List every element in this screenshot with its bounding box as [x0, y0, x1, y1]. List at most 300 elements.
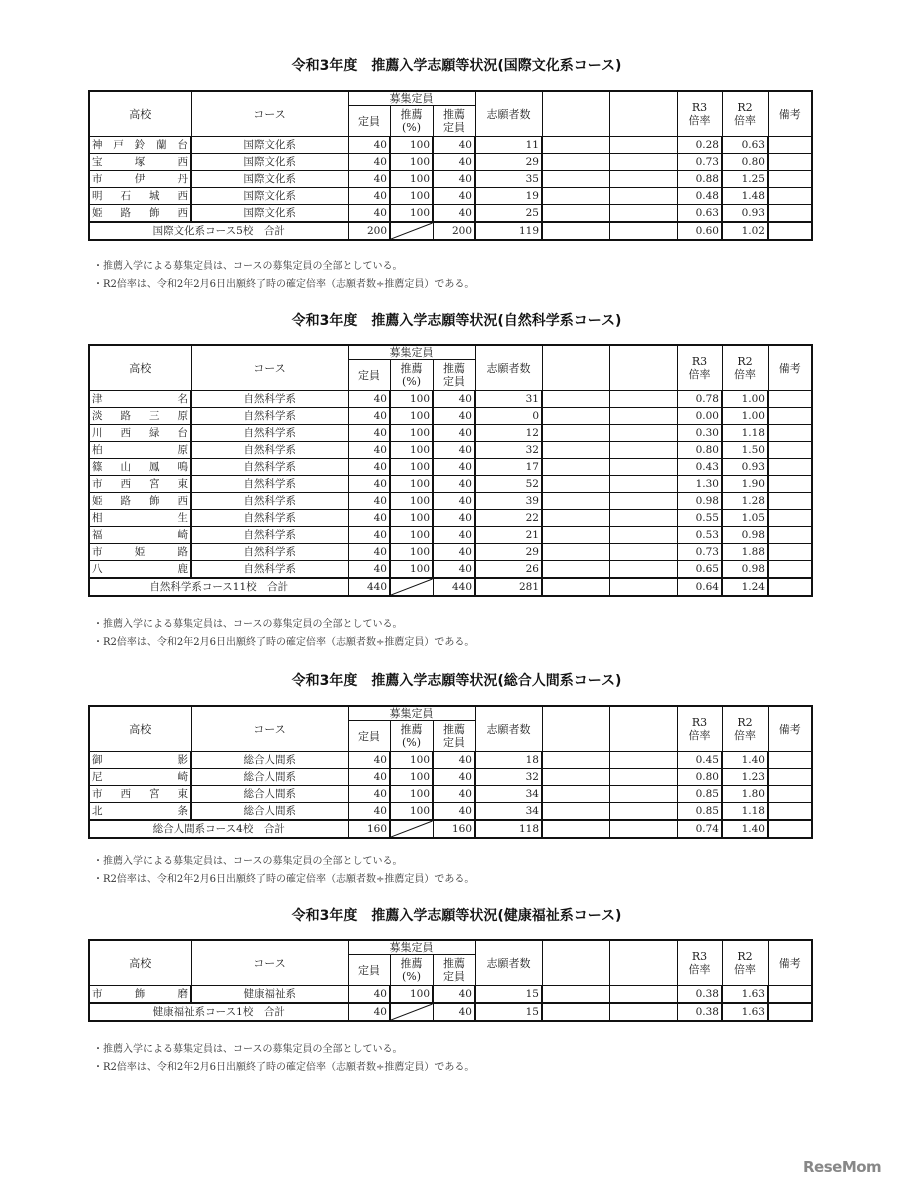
note-line: ・推薦入学による募集定員は、コースの募集定員の全部としている。 — [93, 261, 403, 272]
blank-cell — [609, 391, 677, 408]
note-line: ・R2倍率は、令和2年2月6日出願終了時の確定倍率（志願者数÷推薦定員）である。 — [93, 637, 475, 648]
school-name: 市伊丹 — [89, 171, 191, 188]
remarks-cell — [768, 561, 812, 579]
blank-column — [542, 345, 609, 391]
rec-pct: 100 — [390, 752, 433, 769]
r3-ratio: 0.53 — [677, 527, 722, 544]
header-rec-capacity: 推薦 定員 — [433, 721, 475, 752]
course-name: 国際文化系 — [191, 137, 348, 154]
blank-cell — [609, 578, 677, 596]
blank-cell — [609, 476, 677, 493]
r2-ratio: 1.05 — [722, 510, 768, 527]
r2-ratio: 0.98 — [722, 527, 768, 544]
blank-column — [542, 91, 609, 137]
table-row — [89, 986, 812, 1004]
remarks-cell — [768, 786, 812, 803]
header-rec-capacity: 推薦 定員 — [433, 360, 475, 391]
blank-cell — [542, 527, 609, 544]
r3-ratio: 0.28 — [677, 137, 722, 154]
total-capacity: 40 — [348, 1003, 390, 1021]
header-course: コース — [191, 91, 348, 137]
blank-cell — [609, 769, 677, 786]
blank-cell — [609, 786, 677, 803]
capacity: 40 — [348, 986, 390, 1004]
rec-pct: 100 — [390, 154, 433, 171]
r3-ratio: 0.55 — [677, 510, 722, 527]
rec-capacity: 40 — [433, 425, 475, 442]
applicants: 11 — [475, 137, 542, 154]
blank-cell — [542, 1003, 609, 1021]
header-rec-capacity: 推薦 定員 — [433, 955, 475, 986]
rec-capacity: 40 — [433, 986, 475, 1004]
rec-capacity: 40 — [433, 408, 475, 425]
remarks-cell — [768, 510, 812, 527]
blank-cell — [542, 222, 609, 240]
blank-cell — [609, 1003, 677, 1021]
rec-pct: 100 — [390, 769, 433, 786]
r2-ratio: 1.18 — [722, 803, 768, 821]
blank-cell — [609, 222, 677, 240]
capacity: 40 — [348, 154, 390, 171]
remarks-cell — [768, 137, 812, 154]
rec-pct: 100 — [390, 408, 433, 425]
blank-cell — [542, 171, 609, 188]
total-r3-ratio: 0.60 — [677, 222, 722, 240]
header-r2-ratio: R2 倍率 — [722, 706, 768, 752]
school-name: 市飾磨 — [89, 986, 191, 1004]
r3-ratio: 0.30 — [677, 425, 722, 442]
total-capacity: 440 — [348, 578, 390, 596]
r2-ratio: 1.28 — [722, 493, 768, 510]
capacity: 40 — [348, 786, 390, 803]
remarks-cell — [768, 222, 812, 240]
rec-capacity: 40 — [433, 752, 475, 769]
rec-pct: 100 — [390, 188, 433, 205]
rec-pct: 100 — [390, 493, 433, 510]
note-line: ・推薦入学による募集定員は、コースの募集定員の全部としている。 — [93, 619, 403, 630]
notes — [93, 258, 474, 294]
blank-cell — [542, 476, 609, 493]
total-label: 総合人間系コース4校 合計 — [89, 820, 348, 838]
course-name: 自然科学系 — [191, 408, 348, 425]
r3-ratio: 0.48 — [677, 188, 722, 205]
blank-cell — [542, 544, 609, 561]
applicants: 34 — [475, 803, 542, 821]
header-course: コース — [191, 940, 348, 986]
course-name: 自然科学系 — [191, 510, 348, 527]
table-row — [89, 154, 812, 171]
rec-pct: 100 — [390, 986, 433, 1004]
blank-column — [609, 940, 677, 986]
capacity: 40 — [348, 476, 390, 493]
header-applicants: 志願者数 — [475, 91, 542, 137]
header-capacity: 定員 — [348, 360, 390, 391]
course-name: 国際文化系 — [191, 171, 348, 188]
course-name: 国際文化系 — [191, 205, 348, 223]
r3-ratio: 1.30 — [677, 476, 722, 493]
diagonal-slash — [390, 1003, 433, 1021]
r2-ratio: 0.93 — [722, 459, 768, 476]
applicants: 19 — [475, 188, 542, 205]
remarks-cell — [768, 408, 812, 425]
total-applicants: 118 — [475, 820, 542, 838]
blank-cell — [542, 493, 609, 510]
capacity: 40 — [348, 408, 390, 425]
blank-cell — [609, 459, 677, 476]
header-rec-pct: 推薦 (%) — [390, 721, 433, 752]
remarks-cell — [768, 1003, 812, 1021]
course-name: 健康福祉系 — [191, 986, 348, 1004]
header-r3-ratio: R3 倍率 — [677, 345, 722, 391]
school-name: 川西緑台 — [89, 425, 191, 442]
diagonal-slash — [390, 222, 433, 240]
remarks-cell — [768, 205, 812, 223]
school-name: 明石城西 — [89, 188, 191, 205]
applicants: 0 — [475, 408, 542, 425]
resemom-logo: ReseMom — [803, 1158, 882, 1176]
table-row — [89, 752, 812, 769]
application-status-table — [88, 344, 813, 597]
remarks-cell — [768, 188, 812, 205]
header-remarks: 備考 — [768, 940, 812, 986]
total-row — [89, 578, 812, 596]
applicants: 32 — [475, 442, 542, 459]
table-row — [89, 476, 812, 493]
rec-pct: 100 — [390, 425, 433, 442]
course-name: 国際文化系 — [191, 188, 348, 205]
header-course: コース — [191, 706, 348, 752]
blank-cell — [609, 561, 677, 579]
rec-pct: 100 — [390, 391, 433, 408]
total-row — [89, 1003, 812, 1021]
blank-cell — [609, 544, 677, 561]
blank-column — [609, 91, 677, 137]
remarks-cell — [768, 459, 812, 476]
r3-ratio: 0.98 — [677, 493, 722, 510]
blank-cell — [542, 803, 609, 821]
rec-capacity: 40 — [433, 527, 475, 544]
application-status-table — [88, 705, 813, 839]
capacity: 40 — [348, 137, 390, 154]
total-applicants: 15 — [475, 1003, 542, 1021]
header-school: 高校 — [89, 706, 191, 752]
blank-cell — [609, 527, 677, 544]
capacity: 40 — [348, 171, 390, 188]
header-r3-ratio: R3 倍率 — [677, 706, 722, 752]
r3-ratio: 0.73 — [677, 154, 722, 171]
school-name: 淡路三原 — [89, 408, 191, 425]
course-name: 自然科学系 — [191, 527, 348, 544]
r2-ratio: 0.98 — [722, 561, 768, 579]
header-r2-ratio: R2 倍率 — [722, 345, 768, 391]
r2-ratio: 1.88 — [722, 544, 768, 561]
total-capacity: 200 — [348, 222, 390, 240]
r3-ratio: 0.73 — [677, 544, 722, 561]
blank-cell — [609, 171, 677, 188]
header-applicants: 志願者数 — [475, 940, 542, 986]
note-line: ・R2倍率は、令和2年2月6日出願終了時の確定倍率（志願者数÷推薦定員）である。 — [93, 1062, 475, 1073]
applicants: 18 — [475, 752, 542, 769]
r3-ratio: 0.80 — [677, 442, 722, 459]
table-row — [89, 205, 812, 223]
rec-capacity: 40 — [433, 561, 475, 579]
blank-cell — [542, 137, 609, 154]
total-r2-ratio: 1.63 — [722, 1003, 768, 1021]
note-line: ・R2倍率は、令和2年2月6日出願終了時の確定倍率（志願者数÷推薦定員）である。 — [93, 279, 475, 290]
blank-cell — [542, 459, 609, 476]
r3-ratio: 0.80 — [677, 769, 722, 786]
note-line: ・R2倍率は、令和2年2月6日出願終了時の確定倍率（志願者数÷推薦定員）である。 — [93, 874, 475, 885]
school-name: 市西宮東 — [89, 476, 191, 493]
header-school: 高校 — [89, 940, 191, 986]
rec-pct: 100 — [390, 459, 433, 476]
total-rec-capacity: 40 — [433, 1003, 475, 1021]
course-name: 自然科学系 — [191, 442, 348, 459]
capacity: 40 — [348, 425, 390, 442]
notes — [93, 616, 474, 652]
blank-cell — [542, 752, 609, 769]
r2-ratio: 1.23 — [722, 769, 768, 786]
course-name: 自然科学系 — [191, 476, 348, 493]
course-name: 総合人間系 — [191, 803, 348, 821]
notes — [93, 1041, 474, 1077]
course-name: 国際文化系 — [191, 154, 348, 171]
total-rec-capacity: 200 — [433, 222, 475, 240]
total-label: 国際文化系コース5校 合計 — [89, 222, 348, 240]
total-rec-capacity: 160 — [433, 820, 475, 838]
header-applicants: 志願者数 — [475, 345, 542, 391]
diagonal-slash — [390, 820, 433, 838]
school-name: 姫路飾西 — [89, 493, 191, 510]
blank-cell — [542, 578, 609, 596]
total-row — [89, 222, 812, 240]
r2-ratio: 1.40 — [722, 752, 768, 769]
table-row — [89, 171, 812, 188]
blank-cell — [542, 786, 609, 803]
r2-ratio: 0.63 — [722, 137, 768, 154]
blank-cell — [542, 205, 609, 223]
applicants: 15 — [475, 986, 542, 1004]
header-rec-pct: 推薦 (%) — [390, 360, 433, 391]
capacity: 40 — [348, 493, 390, 510]
capacity: 40 — [348, 527, 390, 544]
remarks-cell — [768, 527, 812, 544]
table-row — [89, 769, 812, 786]
rec-pct: 100 — [390, 561, 433, 579]
applicants: 32 — [475, 769, 542, 786]
blank-cell — [609, 154, 677, 171]
table-row — [89, 561, 812, 579]
applicants: 12 — [475, 425, 542, 442]
rec-pct: 100 — [390, 803, 433, 821]
header-r2-ratio: R2 倍率 — [722, 91, 768, 137]
course-name: 自然科学系 — [191, 561, 348, 579]
remarks-cell — [768, 154, 812, 171]
rec-capacity: 40 — [433, 459, 475, 476]
header-rec-capacity: 推薦 定員 — [433, 106, 475, 137]
r3-ratio: 0.78 — [677, 391, 722, 408]
school-name: 市姫路 — [89, 544, 191, 561]
header-school: 高校 — [89, 91, 191, 137]
r2-ratio: 1.50 — [722, 442, 768, 459]
remarks-cell — [768, 442, 812, 459]
total-capacity: 160 — [348, 820, 390, 838]
capacity: 40 — [348, 442, 390, 459]
table-row — [89, 442, 812, 459]
header-capacity: 定員 — [348, 106, 390, 137]
blank-cell — [609, 986, 677, 1004]
school-name: 津名 — [89, 391, 191, 408]
header-capacity: 定員 — [348, 721, 390, 752]
notes — [93, 853, 474, 889]
remarks-cell — [768, 425, 812, 442]
header-r3-ratio: R3 倍率 — [677, 91, 722, 137]
blank-cell — [542, 820, 609, 838]
rec-pct: 100 — [390, 205, 433, 223]
applicants: 17 — [475, 459, 542, 476]
applicants: 29 — [475, 154, 542, 171]
blank-column — [542, 940, 609, 986]
capacity: 40 — [348, 459, 390, 476]
r2-ratio: 1.00 — [722, 391, 768, 408]
remarks-cell — [768, 986, 812, 1004]
application-status-table — [88, 90, 813, 241]
header-capacity-group: 募集定員 — [348, 940, 475, 955]
applicants: 39 — [475, 493, 542, 510]
header-r3-ratio: R3 倍率 — [677, 940, 722, 986]
remarks-cell — [768, 476, 812, 493]
table-row — [89, 786, 812, 803]
rec-capacity: 40 — [433, 493, 475, 510]
blank-cell — [542, 510, 609, 527]
header-remarks: 備考 — [768, 345, 812, 391]
application-status-table — [88, 939, 813, 1022]
capacity: 40 — [348, 544, 390, 561]
course-name: 自然科学系 — [191, 544, 348, 561]
applicants: 22 — [475, 510, 542, 527]
rec-capacity: 40 — [433, 391, 475, 408]
capacity: 40 — [348, 188, 390, 205]
blank-cell — [542, 561, 609, 579]
school-name: 八鹿 — [89, 561, 191, 579]
blank-column — [609, 706, 677, 752]
capacity: 40 — [348, 205, 390, 223]
r3-ratio: 0.85 — [677, 786, 722, 803]
r3-ratio: 0.43 — [677, 459, 722, 476]
total-label: 自然科学系コース11校 合計 — [89, 578, 348, 596]
r3-ratio: 0.63 — [677, 205, 722, 223]
rec-capacity: 40 — [433, 510, 475, 527]
header-remarks: 備考 — [768, 91, 812, 137]
blank-cell — [609, 510, 677, 527]
blank-cell — [542, 986, 609, 1004]
header-remarks: 備考 — [768, 706, 812, 752]
table-row — [89, 188, 812, 205]
total-r2-ratio: 1.40 — [722, 820, 768, 838]
remarks-cell — [768, 493, 812, 510]
rec-capacity: 40 — [433, 786, 475, 803]
section-title: 令和3年度 推薦入学志願等状況(自然科学系コース) — [291, 313, 622, 329]
rec-pct: 100 — [390, 544, 433, 561]
school-name: 柏原 — [89, 442, 191, 459]
r2-ratio: 0.93 — [722, 205, 768, 223]
remarks-cell — [768, 820, 812, 838]
blank-cell — [542, 154, 609, 171]
total-r2-ratio: 1.02 — [722, 222, 768, 240]
applicants: 29 — [475, 544, 542, 561]
applicants: 21 — [475, 527, 542, 544]
rec-capacity: 40 — [433, 476, 475, 493]
header-capacity-group: 募集定員 — [348, 345, 475, 360]
header-school: 高校 — [89, 345, 191, 391]
course-name: 自然科学系 — [191, 459, 348, 476]
blank-cell — [609, 752, 677, 769]
diagonal-slash — [390, 578, 433, 596]
rec-capacity: 40 — [433, 171, 475, 188]
header-capacity-group: 募集定員 — [348, 91, 475, 106]
capacity: 40 — [348, 769, 390, 786]
r2-ratio: 1.18 — [722, 425, 768, 442]
applicants: 25 — [475, 205, 542, 223]
blank-cell — [542, 188, 609, 205]
section-title: 令和3年度 推薦入学志願等状況(国際文化系コース) — [291, 58, 622, 74]
table-row — [89, 544, 812, 561]
table-row — [89, 459, 812, 476]
applicants: 52 — [475, 476, 542, 493]
rec-capacity: 40 — [433, 188, 475, 205]
table-row — [89, 425, 812, 442]
header-rec-pct: 推薦 (%) — [390, 106, 433, 137]
total-row — [89, 820, 812, 838]
rec-pct: 100 — [390, 786, 433, 803]
school-name: 姫路飾西 — [89, 205, 191, 223]
blank-cell — [542, 391, 609, 408]
total-r3-ratio: 0.74 — [677, 820, 722, 838]
rec-capacity: 40 — [433, 137, 475, 154]
blank-cell — [609, 188, 677, 205]
remarks-cell — [768, 803, 812, 821]
remarks-cell — [768, 752, 812, 769]
total-rec-capacity: 440 — [433, 578, 475, 596]
r3-ratio: 0.88 — [677, 171, 722, 188]
table-row — [89, 408, 812, 425]
rec-capacity: 40 — [433, 205, 475, 223]
blank-cell — [542, 442, 609, 459]
r3-ratio: 0.45 — [677, 752, 722, 769]
rec-pct: 100 — [390, 527, 433, 544]
total-r3-ratio: 0.38 — [677, 1003, 722, 1021]
remarks-cell — [768, 578, 812, 596]
rec-pct: 100 — [390, 476, 433, 493]
course-name: 自然科学系 — [191, 391, 348, 408]
school-name: 神戸鈴蘭台 — [89, 137, 191, 154]
section-title: 令和3年度 推薦入学志願等状況(総合人間系コース) — [291, 673, 622, 689]
r3-ratio: 0.38 — [677, 986, 722, 1004]
remarks-cell — [768, 391, 812, 408]
total-applicants: 281 — [475, 578, 542, 596]
r3-ratio: 0.65 — [677, 561, 722, 579]
school-name: 福崎 — [89, 527, 191, 544]
applicants: 35 — [475, 171, 542, 188]
rec-capacity: 40 — [433, 544, 475, 561]
school-name: 宝塚西 — [89, 154, 191, 171]
header-capacity-group: 募集定員 — [348, 706, 475, 721]
table-row — [89, 391, 812, 408]
capacity: 40 — [348, 391, 390, 408]
header-rec-pct: 推薦 (%) — [390, 955, 433, 986]
rec-pct: 100 — [390, 171, 433, 188]
school-name: 御影 — [89, 752, 191, 769]
